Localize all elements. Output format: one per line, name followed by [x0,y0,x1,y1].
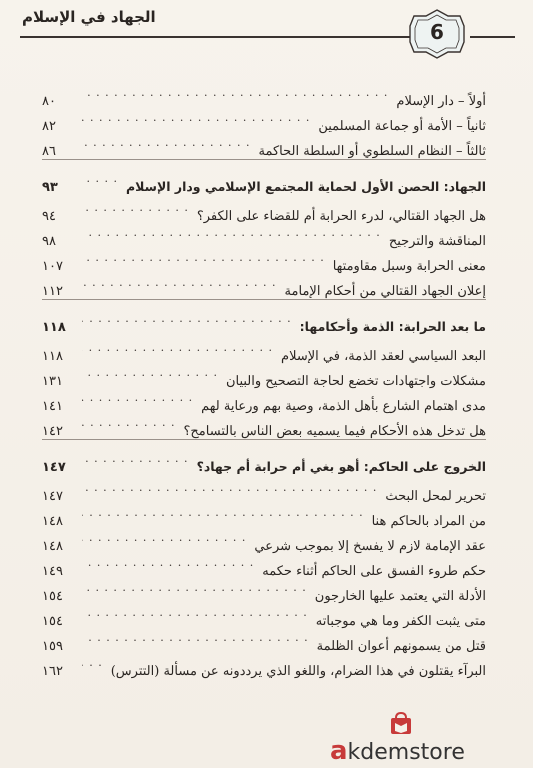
toc-entry-page: ٨٦ [42,144,56,159]
table-of-contents [42,80,486,679]
dot-leader [82,80,392,105]
toc-entry-title: متى يثبت الكفر وما هي موجباته [315,614,486,629]
toc-section-heading[interactable] [42,166,486,195]
toc-entry-title: ما بعد الحرابة: الذمة وأحكامها: [299,319,486,334]
store-name-rest: kdemstore [347,740,465,765]
dot-leader [82,600,312,625]
toc-entry[interactable] [42,195,486,224]
toc-entry-page: ١١٢ [42,284,63,299]
toc-entry[interactable] [42,550,486,579]
toc-entry-page: ٩٣ [42,180,58,195]
dot-leader [82,360,222,385]
toc-entry-page: ١٥٩ [42,639,63,654]
toc-entry[interactable] [42,80,486,109]
toc-entry[interactable] [42,500,486,529]
toc-entry-title: مشكلات واجتهادات تخضع لحاجة التصحيح والبيان [225,374,486,389]
store-name [330,736,465,766]
running-header-title: الجهاد في الإسلام [22,8,156,26]
toc-entry[interactable] [42,650,486,679]
toc-entry-page: ٨٢ [42,119,56,134]
toc-entry[interactable] [42,625,486,654]
toc-entry[interactable] [42,475,486,504]
dot-leader [82,575,311,600]
dot-leader [82,650,107,675]
toc-entry-page: ١٤٢ [42,424,63,439]
toc-entry-page: ١٥٤ [42,614,63,629]
dot-leader [82,130,254,155]
page-number: 6 [430,20,444,44]
toc-entry-page: ١٥٤ [42,589,63,604]
store-name-lead: a [330,736,348,766]
toc-entry-page: ٨٠ [42,94,56,109]
dot-leader [82,625,313,650]
toc-entry[interactable] [42,335,486,364]
toc-entry-title: ثانياً – الأمة أو جماعة المسلمين [318,119,486,134]
toc-entry[interactable] [42,130,486,159]
toc-entry-page: ١٠٧ [42,259,63,274]
running-header [0,0,533,62]
dot-leader [82,166,122,191]
toc-entry-title: المناقشة والترجيح [388,234,486,249]
toc-entry-title: هل تدخل هذه الأحكام فيما يسميه بعض الناس بالتسامح؟ [183,424,486,439]
toc-entry-title: حكم طروء الفسق على الحاكم أثناء حكمه [262,564,486,579]
toc-entry-title: الجهاد: الحصن الأول لحماية المجتمع الإسلامي ودار الإسلام [126,179,486,194]
toc-entry-title: إعلان الجهاد القتالي من أحكام الإمامة [284,284,486,299]
toc-entry-title: من المراد بالحاكم هنا [371,514,486,529]
toc-entry-title: قتل من يسمونهم أعوان الظلمة [316,639,486,654]
toc-entry-page: ١٤٨ [42,539,63,554]
dot-leader [82,270,281,295]
toc-entry[interactable] [42,245,486,274]
toc-entry[interactable] [42,270,486,299]
toc-entry-page: ٩٤ [42,209,56,224]
toc-entry-title: الأدلة التي يعتمد عليها الخارجون [314,589,486,604]
toc-entry-page: ١٦٢ [42,664,63,679]
dot-leader [82,446,193,471]
toc-entry-title: البعد السياسي لعقد الذمة، في الإسلام [281,349,486,364]
dot-leader [82,220,385,245]
dot-leader [82,195,193,220]
book-bag-icon [388,712,414,736]
toc-entry-page: ١٤٩ [42,564,63,579]
toc-entry[interactable] [42,525,486,554]
toc-entry-title: أولاً – دار الإسلام [396,94,486,109]
toc-entry-title: الخروج على الحاكم: أهو بغي أم حرابة أم جهاد؟ [196,459,486,474]
dot-leader [82,525,250,550]
dot-leader [82,410,180,435]
toc-entry-page: ١٤١ [42,399,63,414]
toc-entry-page: ١٤٧ [42,460,66,475]
header-rule-left [20,36,420,38]
toc-section-heading[interactable] [42,446,486,475]
page-number-badge [408,8,466,60]
toc-entry[interactable] [42,105,486,134]
header-rule-right [470,36,515,38]
toc-entry-title: تحرير لمحل البحث [385,489,486,504]
toc-entry-title: هل الجهاد القتالي، لدرء الحرابة أم للقضاء على الكفر؟ [196,209,486,224]
toc-entry-title: عقد الإمامة لازم لا يفسخ إلا بموجب شرعي [254,539,486,554]
toc-entry-page: ١١٨ [42,320,66,335]
dot-leader [82,335,277,360]
toc-entry[interactable] [42,360,486,389]
toc-entry[interactable] [42,410,486,439]
dot-leader [82,306,296,331]
dot-leader [82,385,197,410]
toc-entry[interactable] [42,575,486,604]
dot-leader [82,105,314,130]
toc-entry-title: ثالثاً – النظام السلطوي أو السلطة الحاكمة [258,144,486,159]
toc-entry-page: ١٤٧ [42,489,63,504]
dot-leader [82,500,368,525]
toc-entry-title: معنى الحرابة وسبل مقاومتها [332,259,486,274]
toc-entry-page: ٩٨ [42,234,56,249]
store-watermark [330,712,520,764]
toc-entry-title: مدى اهتمام الشارع بأهل الذمة، وصية بهم ورعاية لهم [201,399,486,414]
toc-section-heading[interactable] [42,306,486,335]
toc-entry[interactable] [42,600,486,629]
dot-leader [82,245,329,270]
toc-entry[interactable] [42,385,486,414]
dot-leader [82,550,258,575]
dot-leader [82,475,381,500]
toc-entry-page: ١١٨ [42,349,63,364]
toc-entry-title: البرآء يقتلون في هذا الضرام، واللغو الذي يرددونه عن مسألة (التترس) [110,664,486,679]
toc-entry-page: ١٣١ [42,374,63,389]
toc-entry-page: ١٤٨ [42,514,63,529]
toc-entry[interactable] [42,220,486,249]
